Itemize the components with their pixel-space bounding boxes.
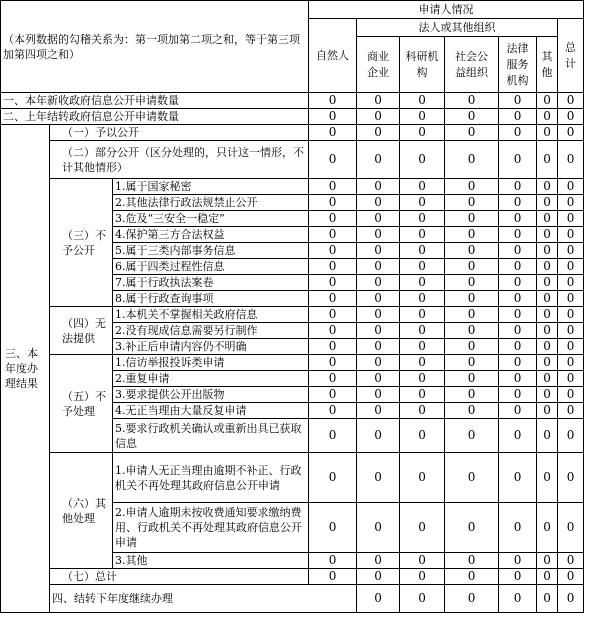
cell-value: 0 [537, 569, 558, 585]
cell-value: 0 [499, 585, 537, 613]
cell-value: 0 [537, 585, 558, 613]
cell-value: 0 [309, 339, 357, 355]
cell-value: 0 [357, 339, 400, 355]
cell-value: 0 [537, 109, 558, 125]
cell-value: 0 [558, 259, 584, 275]
legal-service-header: 法律服务机构 [499, 37, 537, 93]
cell-value: 0 [357, 453, 400, 503]
cell-value: 0 [537, 179, 558, 195]
right-margin [584, 1, 594, 613]
cell-value: 0 [445, 125, 499, 141]
cell-value: 0 [499, 323, 537, 339]
cell-value: 0 [558, 243, 584, 259]
cell-value: 0 [309, 243, 357, 259]
row-label: 一、本年新收政府信息公开申请数量 [1, 93, 309, 109]
other-header: 其他 [537, 37, 558, 93]
cell-value: 0 [309, 569, 357, 585]
cell-value: 0 [537, 291, 558, 307]
cell-value: 0 [357, 291, 400, 307]
cell-value: 0 [499, 553, 537, 569]
cell-value: 0 [357, 259, 400, 275]
cell-value: 0 [309, 291, 357, 307]
cell-value: 0 [357, 387, 400, 403]
cell-value: 0 [445, 323, 499, 339]
cell-value: 0 [357, 227, 400, 243]
cell-value: 0 [445, 553, 499, 569]
cell-value: 0 [309, 503, 357, 553]
cell-value: 0 [400, 339, 445, 355]
cell-value: 0 [400, 419, 445, 453]
cell-value: 0 [558, 323, 584, 339]
item-label: 3.补正后申请内容仍不明确 [113, 339, 309, 355]
cell-value: 0 [357, 419, 400, 453]
cell-value: 0 [400, 569, 445, 585]
row-label: （一）予以公开 [50, 125, 309, 141]
cell-value: 0 [537, 243, 558, 259]
item-label: 5.要求行政机关确认或重新出具已获取信息 [113, 419, 309, 453]
cell-value: 0 [400, 141, 445, 179]
cell-value: 0 [558, 291, 584, 307]
cell-value: 0 [400, 243, 445, 259]
item-label: 3.其他 [113, 553, 309, 569]
cell-value: 0 [357, 141, 400, 179]
cell-value: 0 [558, 339, 584, 355]
cell-value: 0 [537, 227, 558, 243]
cell-value: 0 [537, 339, 558, 355]
cell-value: 0 [309, 403, 357, 419]
cell-value: 0 [445, 339, 499, 355]
cell-value: 0 [400, 179, 445, 195]
cell-value: 0 [537, 211, 558, 227]
commercial-header: 商业企业 [357, 37, 400, 93]
cell-value: 0 [537, 125, 558, 141]
cell-value: 0 [400, 453, 445, 503]
cell-value: 0 [445, 211, 499, 227]
cell-value: 0 [537, 553, 558, 569]
cell-value: 0 [357, 307, 400, 323]
cell-value: 0 [499, 339, 537, 355]
cell-value: 0 [445, 141, 499, 179]
cell-value: 0 [400, 387, 445, 403]
cell-value: 0 [499, 275, 537, 291]
item-label: 2.重复申请 [113, 371, 309, 387]
cell-value: 0 [357, 179, 400, 195]
item-label: 2.没有现成信息需要另行制作 [113, 323, 309, 339]
cell-value: 0 [537, 93, 558, 109]
cell-value: 0 [309, 211, 357, 227]
cell-value: 0 [357, 323, 400, 339]
cell-value: 0 [400, 211, 445, 227]
cell-value: 0 [309, 179, 357, 195]
cell-value: 0 [309, 323, 357, 339]
cell-value: 0 [558, 503, 584, 553]
cell-value: 0 [445, 259, 499, 275]
item-label: 4.无正当理由大量反复申请 [113, 403, 309, 419]
cell-value: 0 [309, 259, 357, 275]
cell-value: 0 [400, 553, 445, 569]
cell-value: 0 [357, 125, 400, 141]
cell-value: 0 [309, 553, 357, 569]
row-label: （二）部分公开（区分处理的，只计这一情形，不计其他情形） [50, 141, 309, 179]
cell-value: 0 [445, 419, 499, 453]
cell-value: 0 [558, 93, 584, 109]
cell-value: 0 [499, 195, 537, 211]
cell-value: 0 [309, 93, 357, 109]
cell-value: 0 [499, 569, 537, 585]
cell-value: 0 [309, 109, 357, 125]
item-label: 7.属于行政执法案卷 [113, 275, 309, 291]
legal-group-header: 法人或其他组织 [357, 19, 558, 37]
cell-value: 0 [558, 125, 584, 141]
row-label: 四、结转下年度继续办理 [50, 585, 357, 613]
cell-value: 0 [445, 503, 499, 553]
cell-value: 0 [309, 453, 357, 503]
cell-value: 0 [558, 585, 584, 613]
cell-value: 0 [400, 125, 445, 141]
cell-value: 0 [499, 243, 537, 259]
item-label: 1.信访举报投诉类申请 [113, 355, 309, 371]
cell-value: 0 [537, 419, 558, 453]
cell-value: 0 [357, 195, 400, 211]
cell-value: 0 [309, 419, 357, 453]
cell-value: 0 [445, 243, 499, 259]
cell-value: 0 [309, 125, 357, 141]
cell-value: 0 [445, 275, 499, 291]
cell-value: 0 [558, 371, 584, 387]
research-header: 科研机构 [400, 37, 445, 93]
cell-value: 0 [558, 419, 584, 453]
cell-value: 0 [445, 93, 499, 109]
cell-value: 0 [537, 387, 558, 403]
cell-value: 0 [558, 211, 584, 227]
cell-value: 0 [499, 291, 537, 307]
cell-value: 0 [558, 141, 584, 179]
cell-value: 0 [558, 179, 584, 195]
group-label: （三）不予公开 [50, 179, 113, 307]
cell-value: 0 [537, 371, 558, 387]
cell-value: 0 [400, 259, 445, 275]
cell-value: 0 [558, 109, 584, 125]
cell-value: 0 [357, 243, 400, 259]
cell-value: 0 [400, 109, 445, 125]
cell-value: 0 [558, 569, 584, 585]
row-label: 二、上年结转政府信息公开申请数量 [1, 109, 309, 125]
cell-value: 0 [499, 259, 537, 275]
cell-value: 0 [499, 125, 537, 141]
item-label: 1.本机关不掌握相关政府信息 [113, 307, 309, 323]
item-label: 1.属于国家秘密 [113, 179, 309, 195]
cell-value: 0 [309, 387, 357, 403]
group-label: （四）无法提供 [50, 307, 113, 355]
cell-value: 0 [445, 453, 499, 503]
cell-value: 0 [558, 307, 584, 323]
cell-value: 0 [558, 453, 584, 503]
cell-value: 0 [400, 195, 445, 211]
cell-value: 0 [400, 227, 445, 243]
cell-value: 0 [309, 307, 357, 323]
social-header: 社会公益组织 [445, 37, 499, 93]
total-header: 总计 [558, 19, 584, 93]
cell-value: 0 [309, 227, 357, 243]
cell-value: 0 [537, 195, 558, 211]
cell-value: 0 [400, 355, 445, 371]
cell-value: 0 [445, 227, 499, 243]
cell-value: 0 [499, 227, 537, 243]
cell-value: 0 [400, 371, 445, 387]
cell-value: 0 [357, 503, 400, 553]
applicant-header: 申请人情况 [309, 1, 584, 19]
cell-value: 0 [558, 275, 584, 291]
cell-value: 0 [558, 227, 584, 243]
cell-value: 0 [357, 403, 400, 419]
cell-value: 0 [445, 403, 499, 419]
cell-value: 0 [445, 307, 499, 323]
cell-value: 0 [445, 371, 499, 387]
cell-value: 0 [499, 503, 537, 553]
cell-value: 0 [357, 371, 400, 387]
cell-value: 0 [558, 387, 584, 403]
item-label: 4.保护第三方合法权益 [113, 227, 309, 243]
cell-value: 0 [499, 93, 537, 109]
group-label: （五）不予处理 [50, 355, 113, 453]
item-label: 2.申请人逾期未按收费通知要求缴纳费用、行政机关不再处理其政府信息公开申请 [113, 503, 309, 553]
cell-value: 0 [537, 275, 558, 291]
cell-value: 0 [499, 211, 537, 227]
cell-value: 0 [537, 323, 558, 339]
cell-value: 0 [499, 387, 537, 403]
cell-value: 0 [537, 453, 558, 503]
item-label: 5.属于三类内部事务信息 [113, 243, 309, 259]
cell-value: 0 [499, 141, 537, 179]
cell-value: 0 [499, 403, 537, 419]
cell-value: 0 [445, 585, 499, 613]
cell-value: 0 [499, 109, 537, 125]
cell-value: 0 [357, 109, 400, 125]
cell-value: 0 [357, 585, 400, 613]
cell-value: 0 [400, 275, 445, 291]
cell-value: 0 [357, 553, 400, 569]
cell-value: 0 [537, 307, 558, 323]
cell-value: 0 [357, 275, 400, 291]
cell-value: 0 [499, 179, 537, 195]
item-label: 6.属于四类过程性信息 [113, 259, 309, 275]
cell-value: 0 [537, 503, 558, 553]
section-3-label: 三、本年度办理结果 [1, 125, 50, 613]
cell-value: 0 [445, 355, 499, 371]
natural-person-header: 自然人 [309, 19, 357, 93]
cell-value: 0 [558, 355, 584, 371]
cell-value: 0 [309, 355, 357, 371]
cell-value: 0 [309, 195, 357, 211]
cell-value: 0 [537, 141, 558, 179]
cell-value: 0 [400, 291, 445, 307]
cell-value: 0 [537, 403, 558, 419]
cell-value: 0 [558, 195, 584, 211]
cell-value: 0 [309, 371, 357, 387]
cell-value: 0 [558, 403, 584, 419]
cell-value: 0 [499, 419, 537, 453]
item-label: 2.其他法律行政法规禁止公开 [113, 195, 309, 211]
row-label: （七）总计 [50, 569, 309, 585]
cell-value: 0 [400, 403, 445, 419]
cell-value: 0 [499, 355, 537, 371]
item-label: 8.属于行政查询事项 [113, 291, 309, 307]
cell-value: 0 [400, 93, 445, 109]
cell-value: 0 [499, 453, 537, 503]
cell-value: 0 [445, 387, 499, 403]
cell-value: 0 [357, 355, 400, 371]
cell-value: 0 [400, 307, 445, 323]
cell-value: 0 [445, 569, 499, 585]
cell-value: 0 [357, 569, 400, 585]
cell-value: 0 [499, 371, 537, 387]
cell-value: 0 [558, 553, 584, 569]
cell-value: 0 [309, 275, 357, 291]
cell-value: 0 [445, 179, 499, 195]
cell-value: 0 [537, 259, 558, 275]
cell-value: 0 [400, 585, 445, 613]
cell-value: 0 [357, 211, 400, 227]
cell-value: 0 [537, 355, 558, 371]
cell-value: 0 [445, 109, 499, 125]
cell-value: 0 [400, 323, 445, 339]
cell-value: 0 [445, 291, 499, 307]
cell-value: 0 [400, 503, 445, 553]
cell-value: 0 [499, 307, 537, 323]
cell-value: 0 [357, 93, 400, 109]
item-label: 3.危及“三安全一稳定” [113, 211, 309, 227]
cell-value: 0 [309, 141, 357, 179]
item-label: 1.申请人无正当理由逾期不补正、行政机关不再处理其政府信息公开申请 [113, 453, 309, 503]
group-label: （六）其他处理 [50, 453, 113, 569]
item-label: 3.要求提供公开出版物 [113, 387, 309, 403]
cell-value: 0 [445, 195, 499, 211]
column-note: （本列数据的勾稽关系为：第一项加第二项之和，等于第三项加第四项之和） [1, 1, 309, 93]
